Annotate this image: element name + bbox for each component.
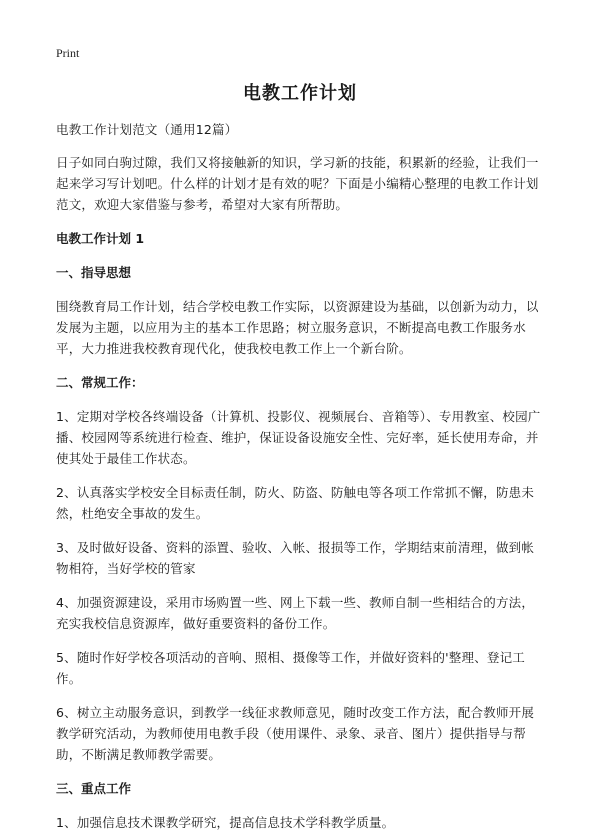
- routine-item: 4、加强资源建设，采用市场购置一些、网上下载一些、教师自制一些相结合的方法，充实我校信息资源库，做好重要资料的备份工作。: [56, 595, 535, 631]
- key-item: 1、加强信息技术课教学研究，提高信息技术学科教学质量。: [56, 815, 395, 830]
- print-link[interactable]: Print: [56, 46, 80, 60]
- routine-item: 5、随时作好学校各项活动的音响、照相、摄像等工作，并做好资料的'整理、登记工作。: [56, 650, 525, 686]
- heading-key-work: 三、重点工作: [56, 781, 132, 796]
- routine-item: 2、认真落实学校安全目标责任制，防火、防盗、防触电等各项工作常抓不懈，防患未然，杜绝安全事故的发生。: [56, 485, 535, 521]
- heading-routine-work: 二、常规工作：: [56, 375, 144, 390]
- page-title: 电教工作计划: [243, 83, 357, 104]
- routine-item: 1、定期对学校各终端设备（计算机、投影仪、视频展台、音箱等）、专用教室、校园广播、校园网等系统进行检查、维护，保证设备设施安全性、完好率，延长使用寿命，并使其处于最佳工作状态。: [56, 409, 541, 466]
- routine-item: 3、及时做好设备、资料的添置、验收、入帐、报损等工作，学期结束前清理，做到帐物相符，当好学校的管家: [56, 540, 535, 576]
- intro-paragraph: 日子如同白驹过隙，我们又将接触新的知识，学习新的技能，积累新的经验，让我们一起来学习写计划吧。什么样的计划才是有效的呢？下面是小编精心整理的电教工作计划范文，欢迎大家借鉴与参考，希望对大家有所帮助。: [56, 155, 539, 212]
- heading-guiding-thought: 一、指导思想: [56, 265, 132, 280]
- document-subtitle: 电教工作计划范文（通用12篇）: [56, 122, 238, 137]
- routine-item: 6、树立主动服务意识，到教学一线征求教师意见，随时改变工作方法，配合教师开展教学研究活动，为教师使用电教手段（使用课件、录象、录音、图片）提供指导与帮助，不断满足教师教学需要。: [56, 705, 535, 762]
- guiding-paragraph: 围绕教育局工作计划，结合学校电教工作实际，以资源建设为基础，以创新为动力，以发展为主题，以应用为主的基本工作思路；树立服务意识，不断提高电教工作服务水平，大力推进我校教育现代化，使我校电教工作上一个新台阶。: [56, 299, 539, 356]
- section-title: 电教工作计划 1: [56, 231, 145, 246]
